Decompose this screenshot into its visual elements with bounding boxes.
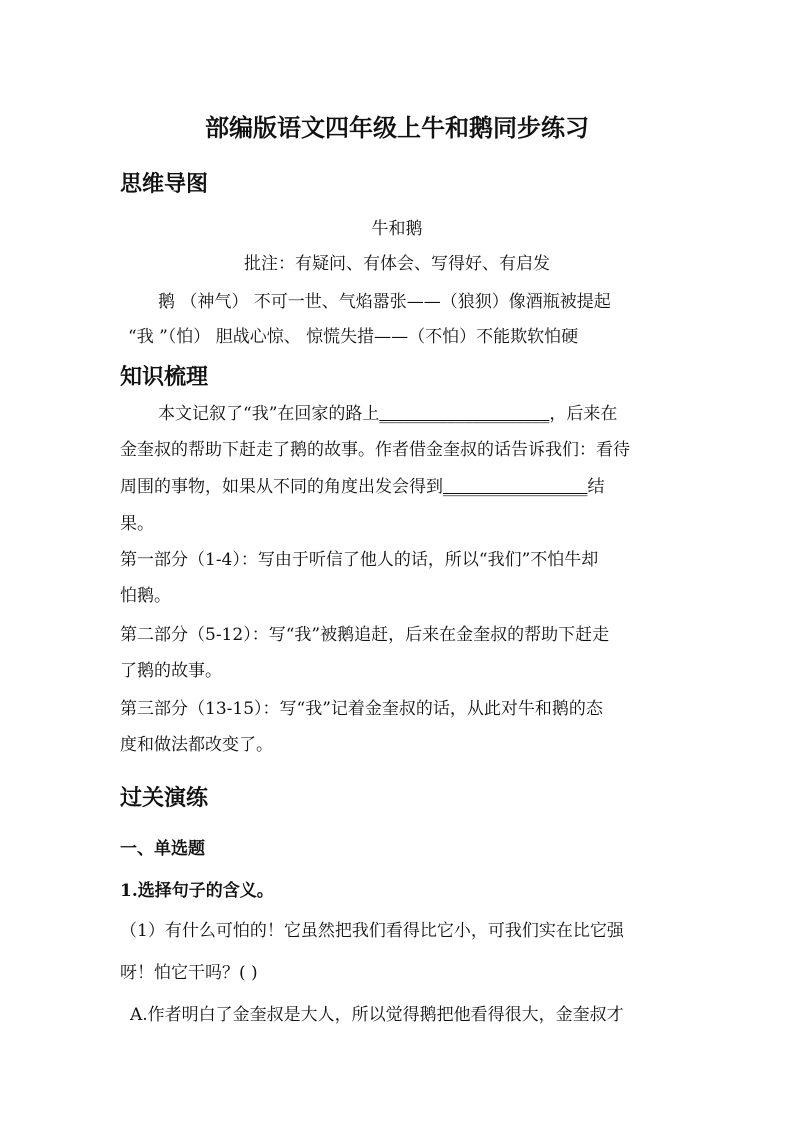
part1-line-1: 第一部分（1-4）：写由于听信了他人的话，所以“我们”不怕牛却: [120, 550, 599, 570]
fill-blank-1[interactable]: ____________________: [379, 404, 550, 424]
section-heading-mindmap: 思维导图: [120, 171, 209, 197]
section-heading-knowledge: 知识梳理: [120, 364, 209, 390]
document-title: 部编版语文四年级上牛和鹅同步练习: [205, 113, 589, 142]
summary-text: 结: [587, 477, 605, 497]
question-1-1-line-2: 呀！怕它干吗？( ): [120, 963, 258, 983]
question-1-title: 1.选择句子的含义。: [120, 881, 274, 901]
part1-line-2: 怕鹅。: [120, 586, 171, 606]
summary-line-4: 果。: [120, 514, 154, 534]
question-type-heading: 一、单选题: [120, 839, 205, 859]
summary-line-2: 金奎叔的帮助下赶走了鹅的故事。作者借金奎叔的话告诉我们：看待: [120, 440, 630, 460]
mindmap-goose-line: 鹅 （神气） 不可一世、气焰嚣张——（狼狈）像酒瓶被提起: [158, 292, 611, 312]
part2-line-2: 了鹅的故事。: [120, 661, 222, 681]
summary-text: ，后来在: [549, 404, 618, 424]
part2-line-1: 第二部分（5-12）：写“我”被鹅追赶，后来在金奎叔的帮助下赶走: [120, 625, 610, 645]
question-1-1-line-1: （1）有什么可怕的！它虽然把我们看得比它小，可我们实在比它强: [120, 921, 624, 941]
mindmap-annotation-types: 批注：有疑问、有体会、写得好、有启发: [244, 254, 550, 274]
summary-text: 本文记叙了“我”在回家的路上: [158, 404, 380, 424]
mindmap-me-line: “我 ”（怕） 胆战心惊、 惊慌失措——（不怕）不能欺软怕硬: [128, 327, 579, 347]
fill-blank-2[interactable]: _________________: [443, 477, 588, 497]
summary-line-3: [120, 469, 605, 505]
summary-line-1: [158, 396, 617, 432]
part3-line-1: 第三部分（13-15）：写“我”记着金奎叔的话，从此对牛和鹅的态: [120, 699, 603, 719]
mindmap-title: 牛和鹅: [371, 219, 423, 239]
section-heading-exercises: 过关演练: [120, 785, 209, 811]
part3-line-2: 度和做法都改变了。: [120, 735, 273, 755]
option-a[interactable]: A.作者明白了金奎叔是大人，所以觉得鹅把他看得很大，金奎叔才: [130, 1005, 624, 1025]
summary-text: 周围的事物，如果从不同的角度出发会得到: [120, 477, 443, 497]
